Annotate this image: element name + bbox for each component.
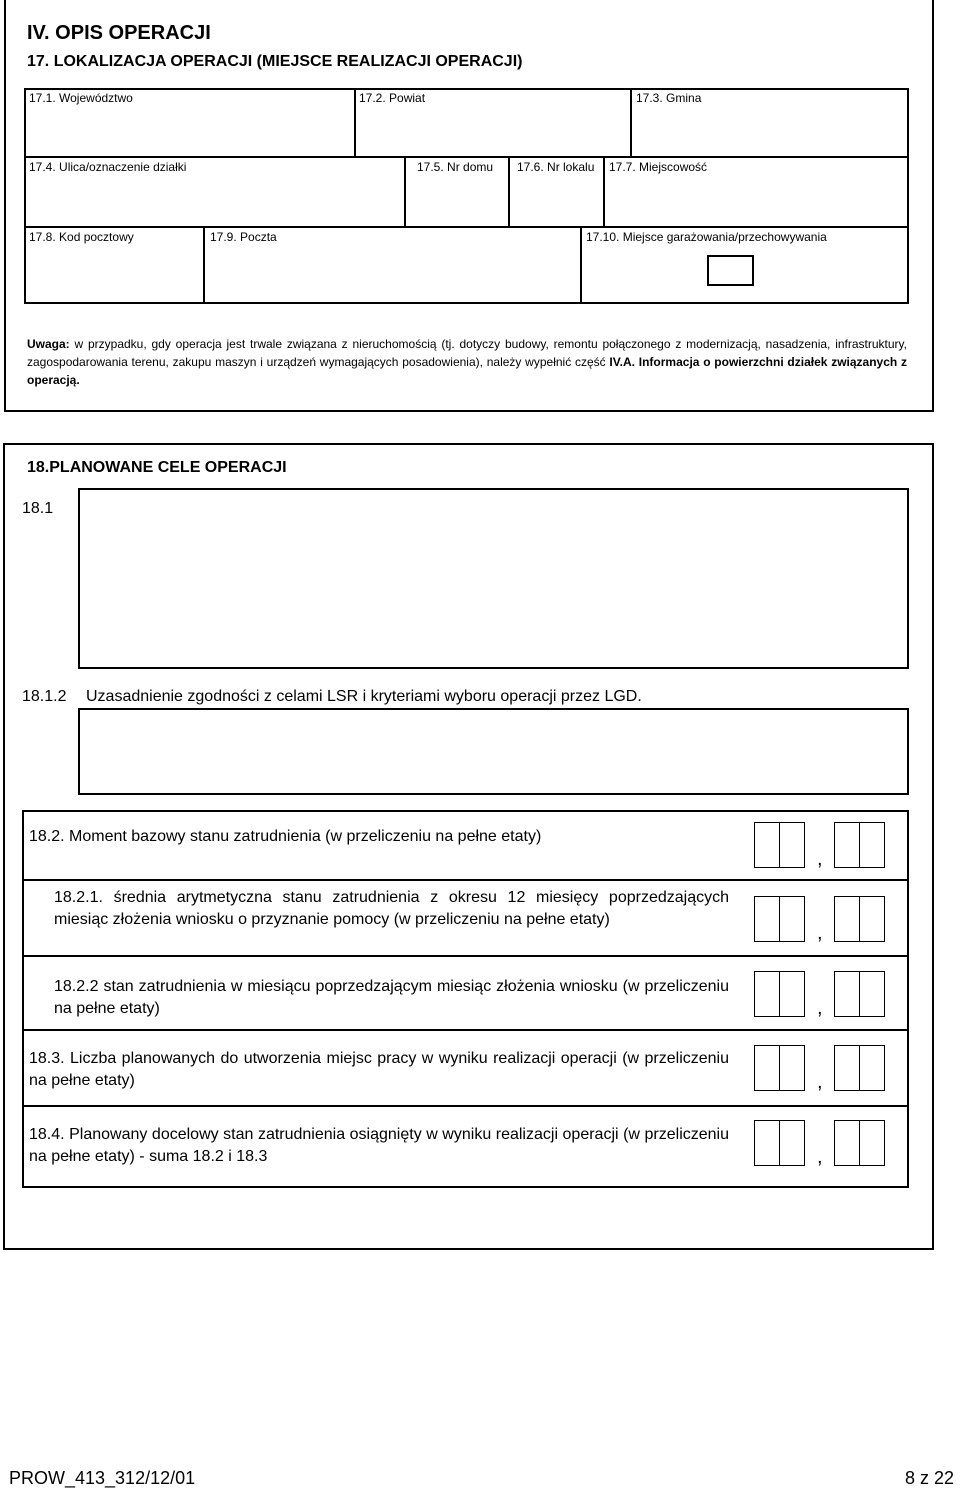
grid-vline [630, 88, 632, 157]
grid-vline [508, 156, 510, 227]
textarea-18-1-2[interactable] [78, 708, 909, 795]
decimal-comma: , [817, 997, 823, 1019]
label-poczta: 17.9. Poczta [210, 230, 277, 244]
label-nr-domu: 17.5. Nr domu [417, 160, 494, 174]
decimal-comma: , [817, 1071, 823, 1093]
digit-box-18-2[interactable] [754, 822, 780, 868]
label-18-2-1: 18.2.1. średnia arytmetyczna stanu zatrudnienia z okresu 12 miesięcy poprzedzających miesiąc złożenia wniosku o przyznanie pomocy (w przeliczeniu na pełne etaty) [54, 889, 729, 928]
digit-box-18-3[interactable] [779, 1045, 805, 1091]
label-18-1-2-num: 18.1.2 [22, 688, 67, 705]
label-18-4: 18.4. Planowany docelowy stan zatrudnienia osiągnięty w wyniku realizacji operacji (w przeliczeniu na pełne etaty) - suma 18.2 i 18.3 [29, 1126, 729, 1165]
decimal-comma: , [817, 848, 823, 870]
digit-box-18-2[interactable] [779, 822, 805, 868]
section-18-title: 18.PLANOWANE CELE OPERACJI [27, 459, 287, 476]
decimal-comma: , [817, 922, 823, 944]
label-18-1-2-text: Uzasadnienie zgodności z celami LSR i kryteriami wyboru operacji przez LGD. [86, 688, 642, 705]
label-18-1: 18.1 [22, 500, 54, 517]
digit-box-18-4[interactable] [779, 1120, 805, 1166]
label-18-3: 18.3. Liczba planowanych do utworzenia miejsc pracy w wyniku realizacji operacji (w przeliczeniu na pełne etaty) [29, 1050, 729, 1089]
grid-hline-2 [24, 226, 909, 228]
label-18-2: 18.2. Moment bazowy stanu zatrudnienia (w przeliczeniu na pełne etaty) [29, 828, 542, 845]
note-prefix: Uwaga: [27, 337, 70, 351]
label-wojewodztwo: 17.1. Województwo [29, 91, 133, 105]
digit-box-18-3[interactable] [859, 1045, 885, 1091]
digit-box-18-2-2[interactable] [779, 971, 805, 1017]
digit-box-18-2[interactable] [834, 822, 860, 868]
label-ulica: 17.4. Ulica/oznaczenie działki [29, 160, 187, 174]
grid-vline [580, 226, 582, 304]
table-hline [22, 1105, 909, 1107]
table-hline [22, 955, 909, 957]
section-iv-title: IV. OPIS OPERACJI [27, 22, 211, 44]
digit-box-18-2-1[interactable] [859, 896, 885, 942]
grid-vline [603, 156, 605, 227]
digit-box-18-4[interactable] [834, 1120, 860, 1166]
grid-vline [354, 88, 356, 157]
digit-box-18-3[interactable] [754, 1045, 780, 1091]
decimal-comma: , [817, 1146, 823, 1168]
label-powiat: 17.2. Powiat [359, 91, 426, 105]
textarea-18-1[interactable] [78, 488, 909, 669]
note-paragraph [27, 335, 907, 389]
digit-box-18-4[interactable] [754, 1120, 780, 1166]
label-nr-lokalu: 17.6. Nr lokalu [517, 160, 595, 174]
garazowanie-checkbox[interactable] [707, 255, 754, 286]
grid-hline-1 [24, 156, 909, 158]
table-hline [22, 879, 909, 881]
section-17-title: 17. LOKALIZACJA OPERACJI (MIEJSCE REALIZACJI OPERACJI) [27, 53, 523, 70]
label-18-2-2: 18.2.2 stan zatrudnienia w miesiącu poprzedzającym miesiąc złożenia wniosku (w przeliczeniu na pełne etaty) [54, 978, 729, 1017]
label-gmina: 17.3. Gmina [636, 91, 702, 105]
label-garazowanie: 17.10. Miejsce garażowania/przechowywania [586, 230, 827, 244]
digit-box-18-2-2[interactable] [754, 971, 780, 1017]
digit-box-18-2-1[interactable] [754, 896, 780, 942]
digit-box-18-2-1[interactable] [779, 896, 805, 942]
footer-form-code: PROW_413_312/12/01 [9, 1468, 196, 1488]
note-bold: IV.A. Informacja o powierzchni działek związanych z operacją. [27, 355, 907, 387]
note-text: w przypadku, gdy operacja jest trwale związana z nieruchomością (tj. dotyczy budowy, remontu połączonego z modernizacją, nasadzenia, infrastruktury, zagospodarowania terenu, zakupu maszyn i urządzeń wymagających posadowienia), należy wypełnić część [27, 337, 907, 369]
grid-vline [404, 156, 406, 227]
digit-box-18-2-2[interactable] [834, 971, 860, 1017]
footer-page-number: 8 z 22 [904, 1468, 954, 1488]
digit-box-18-4[interactable] [859, 1120, 885, 1166]
digit-box-18-3[interactable] [834, 1045, 860, 1091]
label-miejscowosc: 17.7. Miejscowość [609, 160, 708, 174]
digit-box-18-2-1[interactable] [834, 896, 860, 942]
table-hline [22, 1029, 909, 1031]
digit-box-18-2-2[interactable] [859, 971, 885, 1017]
location-grid [24, 88, 909, 304]
digit-box-18-2[interactable] [859, 822, 885, 868]
label-kod-pocztowy: 17.8. Kod pocztowy [29, 230, 134, 244]
grid-vline [203, 226, 205, 304]
